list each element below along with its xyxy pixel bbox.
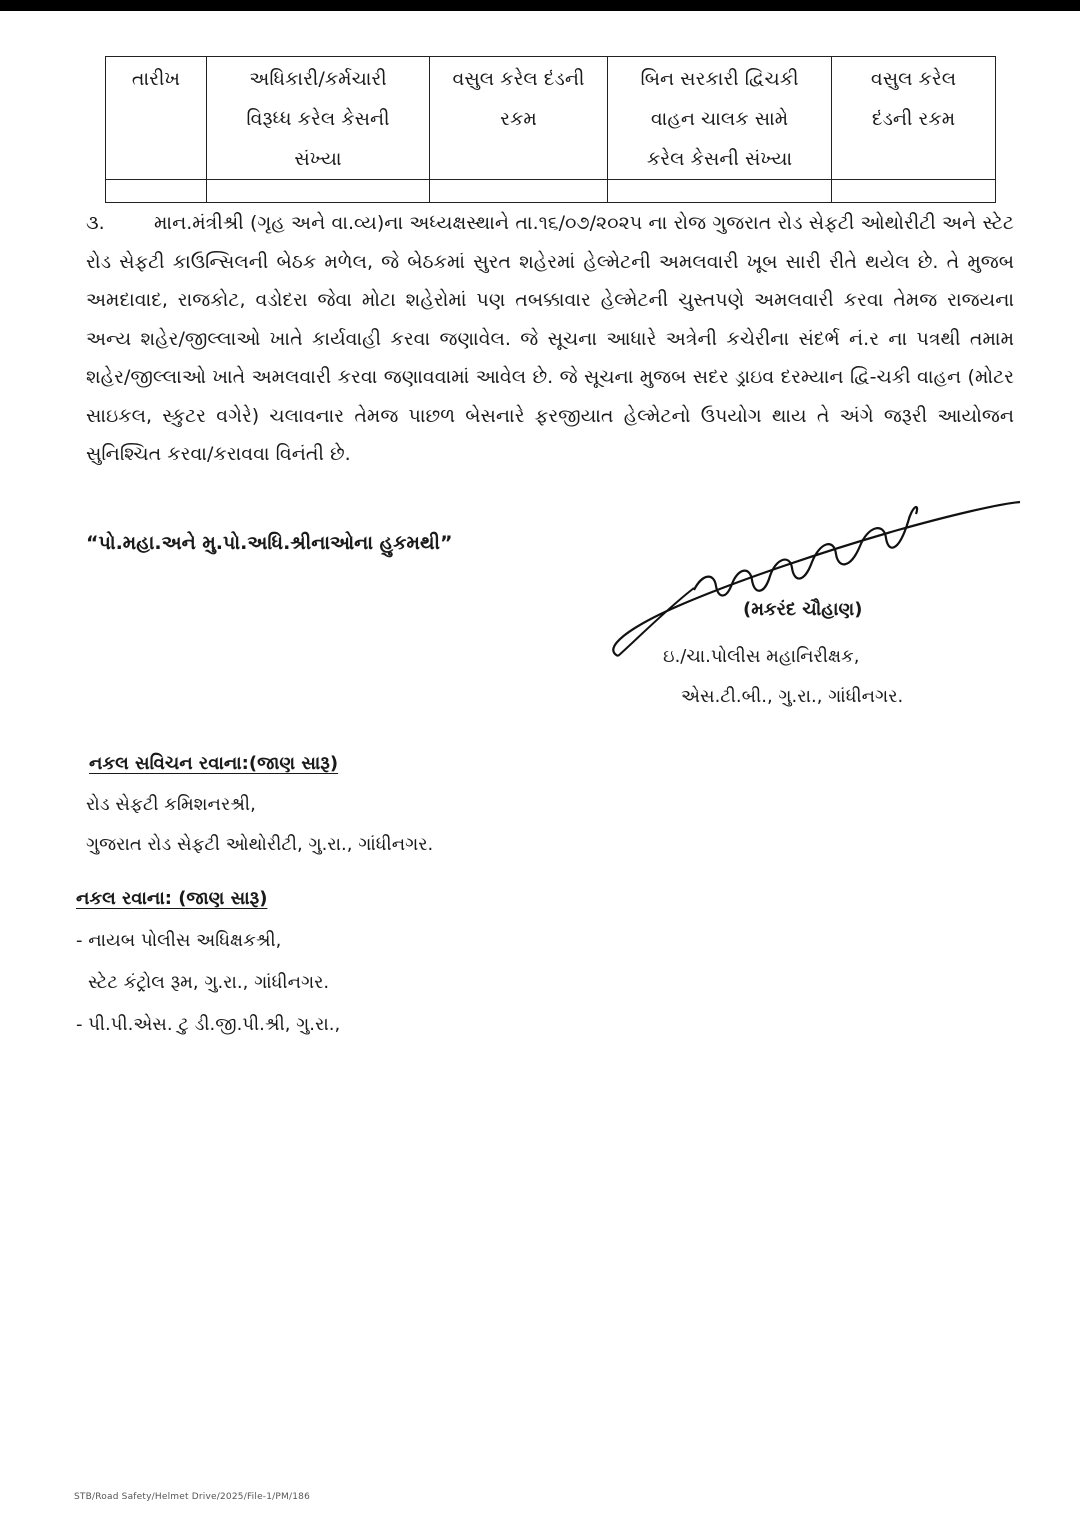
paragraph-text: માન.મંત્રીશ્રી (ગૃહ અને વા.વ્ય)ના અધ્યક્ષસ્થાને તા.૧૬/૦૭/૨૦૨૫ ના રોજ ગુજરાત રોડ સેફટી ઓથોરીટી અને સ્ટેટ રોડ સેફટી કાઉન્સિલની બેઠક મળેલ, જે બેઠકમાં સુરત શહેરમાં હેલ્મેટની અમલવારી ખૂબ સારી રીતે થયેલ છે. તે મુજબ અમદાવાદ, રાજકોટ, વડોદરા જેવા મોટા શહેરોમાં પણ તબક્કાવાર હેલ્મેટની ચુસ્તપણે અમલવારી કરવા તેમજ રાજયના અન્ય શહેર/જીલ્લાઓ ખાતે કાર્યવાહી કરવા જણાવેલ. જે સૂચના આધારે અત્રેની કચેરીના સંદર્ભ નં.ર ના પત્રથી તમામ શહેર/જીલ્લાઓ ખાતે અમલવારી કરવા જણાવવામાં આવેલ છે. જે સૂચના મુજબ સદર ડ્રાઇવ દરમ્યાન દ્વિ-ચકી વાહન (મોટર સાઇકલ, સ્કુટર વગેરે) ચલાવનાર તેમજ પાછળ બેસનારે ફરજીયાત હેલ્મેટનો ઉપયોગ થાય તે અંગે જરૂરી આયોજન સુનિશ્ચિત કરવા/કરાવવા વિનંતી છે. xyxy=(86,212,1014,465)
copy-to-line: - પી.પી.એસ. ટુ ડી.જી.પી.શ્રી, ગુ.રા., xyxy=(76,1014,341,1035)
copy-to-line: સ્ટેટ કંટ્રોલ રૂમ, ગુ.રા., ગાંધીનગર. xyxy=(88,972,330,993)
header-fine-amount-2: વસુલ કરેલ દંડની રકમ xyxy=(832,57,996,180)
copy-recipient-line: રોડ સેફટી કમિશનરશ્રી, xyxy=(86,794,256,815)
copy-recipient-line: ગુજરાત રોડ સેફટી ઓથોરીટી, ગુ.રા., ગાંધીનગર. xyxy=(86,834,434,855)
order-line: “પો.મહા.અને મુ.પો.અધિ.શ્રીનાઓના હુકમથી” xyxy=(86,532,453,554)
signatory-designation: ઇ./ચા.પોલીસ મહાનિરીક્ષક, xyxy=(663,646,860,667)
footer-reference: STB/Road Safety/Helmet Drive/2025/File-1/PM/186 xyxy=(74,1492,311,1502)
header-date: તારીખ xyxy=(106,57,207,180)
top-black-edge xyxy=(0,0,1080,11)
table-row xyxy=(106,180,996,203)
copy-with-compliments-heading: નકલ સવિચન રવાના:(જાણ સારૂ) xyxy=(89,753,339,774)
report-table xyxy=(105,56,996,203)
header-officer-cases: અધિકારી/કર્મચારી વિરૂધ્ધ કરેલ કેસની સંખ્યા xyxy=(207,57,430,180)
copy-to-line: - નાયબ પોલીસ અધિક્ષકશ્રી, xyxy=(76,930,282,951)
paragraph-number: ૩. xyxy=(86,212,105,234)
signatory-name: (મકરંદ ચૌહાણ) xyxy=(743,599,863,620)
table-header-row xyxy=(106,57,996,180)
header-private-riders-cases: બિન સરકારી દ્વિચકી વાહન ચાલક સામે કરેલ કેસની સંખ્યા xyxy=(608,57,832,180)
header-fine-amount: વસુલ કરેલ દંડની રકમ xyxy=(430,57,608,180)
signature-image xyxy=(598,488,1028,666)
signatory-office: એસ.ટી.બી., ગુ.રા., ગાંધીનગર. xyxy=(681,686,904,707)
paragraph-3 xyxy=(86,204,1014,474)
copy-to-heading: નકલ રવાના: (જાણ સારૂ) xyxy=(76,888,268,909)
